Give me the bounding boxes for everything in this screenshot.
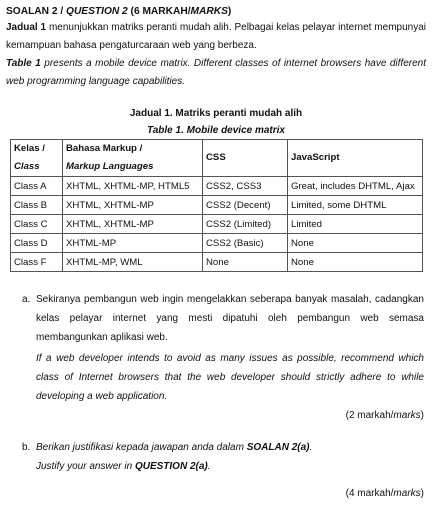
part-a-marks-ms: (2 markah/ bbox=[345, 410, 394, 421]
part-b-ms-text: Berikan justifikasi kepada jawapan anda dalam bbox=[36, 442, 247, 453]
part-b-marks bbox=[6, 484, 426, 503]
part-a-label: a. bbox=[22, 294, 31, 305]
cell-css: CSS2 (Basic) bbox=[203, 234, 288, 253]
cell-css: CSS2 (Limited) bbox=[203, 215, 288, 234]
cell-javascript: None bbox=[288, 234, 423, 253]
cell-javascript: Limited, some DHTML bbox=[288, 196, 423, 215]
table-row bbox=[11, 177, 423, 196]
intro-en-text: presents a mobile device matrix. Different classes of internet browsers have different web programming language capabilities. bbox=[6, 58, 426, 87]
cell-markup: XHTML, XHTML-MP, HTML5 bbox=[63, 177, 203, 196]
part-a-en: If a web developer intends to avoid as many issues as possible, recommend which class of Internet browsers that the web developer should strictly adhere to while developing a web application. bbox=[36, 353, 424, 402]
cell-markup: XHTML-MP, WML bbox=[63, 253, 203, 272]
table-row bbox=[11, 234, 423, 253]
header-javascript: JavaScript bbox=[288, 140, 423, 177]
part-b-en-text: Justify your answer in bbox=[36, 461, 135, 472]
intro-en-bold: Table 1 bbox=[6, 58, 41, 69]
question-title-en: QUESTION 2 bbox=[66, 6, 128, 17]
part-b-label: b. bbox=[22, 442, 31, 453]
header-class bbox=[11, 140, 63, 177]
table-header-row bbox=[11, 140, 423, 177]
part-b-en-bold: QUESTION 2(a) bbox=[134, 461, 208, 472]
mobile-device-matrix-table bbox=[10, 139, 423, 272]
table-row bbox=[11, 253, 423, 272]
question-title-ms: SOALAN 2 / bbox=[6, 6, 67, 17]
header-class-en: Class bbox=[14, 161, 40, 172]
header-css: CSS bbox=[203, 140, 288, 177]
table-caption-ms: Jadual 1. Matriks peranti mudah alih bbox=[129, 108, 303, 119]
question-marks-ms: (6 MARKAH/ bbox=[127, 6, 191, 17]
cell-class: Class F bbox=[11, 253, 63, 272]
cell-class: Class A bbox=[11, 177, 63, 196]
part-a-ms: Sekiranya pembangun web ingin mengelakkan seberapa banyak masalah, cadangkan kelas pelayar internet yang mesti dipatuhi oleh pembangun web semasa membangunkan aplikasi web. bbox=[36, 294, 424, 343]
header-class-ms: Kelas / bbox=[14, 143, 45, 154]
cell-markup: XHTML, XHTML-MP bbox=[63, 196, 203, 215]
part-b-ms-bold: SOALAN 2(a) bbox=[246, 442, 310, 453]
part-b-ms-end: . bbox=[309, 442, 313, 453]
cell-class: Class B bbox=[11, 196, 63, 215]
header-markup-ms: Bahasa Markup / bbox=[66, 143, 143, 154]
part-a bbox=[6, 290, 424, 406]
part-a-marks bbox=[6, 406, 426, 425]
cell-class: Class C bbox=[11, 215, 63, 234]
cell-css: CSS2, CSS3 bbox=[203, 177, 288, 196]
part-b-en bbox=[36, 457, 424, 476]
cell-markup: XHTML, XHTML-MP bbox=[63, 215, 203, 234]
intro-ms bbox=[6, 19, 426, 55]
header-markup-en: Markup Languages bbox=[66, 161, 154, 172]
part-b bbox=[6, 438, 424, 476]
table-row bbox=[11, 196, 423, 215]
intro-en bbox=[6, 55, 426, 91]
table-caption-en: Table 1. Mobile device matrix bbox=[146, 125, 285, 136]
part-b-en-end: . bbox=[207, 461, 211, 472]
cell-javascript: Great, includes DHTML, Ajax bbox=[288, 177, 423, 196]
header-markup bbox=[63, 140, 203, 177]
intro-ms-text: menunjukkan matriks peranti mudah alih. Pelbagai kelas pelayar internet mempunyai kemampuan bahasa pengaturcaraan web yang berbeza. bbox=[6, 22, 426, 51]
part-b-marks-close: ) bbox=[420, 488, 424, 499]
part-b-marks-ms: (4 markah/ bbox=[345, 488, 394, 499]
cell-javascript: None bbox=[288, 253, 423, 272]
part-a-marks-close: ) bbox=[420, 410, 424, 421]
cell-css: CSS2 (Decent) bbox=[203, 196, 288, 215]
question-marks-en: MARKS bbox=[190, 6, 228, 17]
question-marks-close: ) bbox=[227, 6, 232, 17]
cell-markup: XHTML-MP bbox=[63, 234, 203, 253]
cell-javascript: Limited bbox=[288, 215, 423, 234]
intro-ms-bold: Jadual 1 bbox=[6, 22, 47, 33]
part-b-ms bbox=[36, 438, 424, 457]
table-row bbox=[11, 215, 423, 234]
cell-css: None bbox=[203, 253, 288, 272]
part-a-marks-en: marks bbox=[393, 410, 421, 421]
cell-class: Class D bbox=[11, 234, 63, 253]
part-b-marks-en: marks bbox=[393, 488, 421, 499]
question-title bbox=[6, 5, 426, 19]
